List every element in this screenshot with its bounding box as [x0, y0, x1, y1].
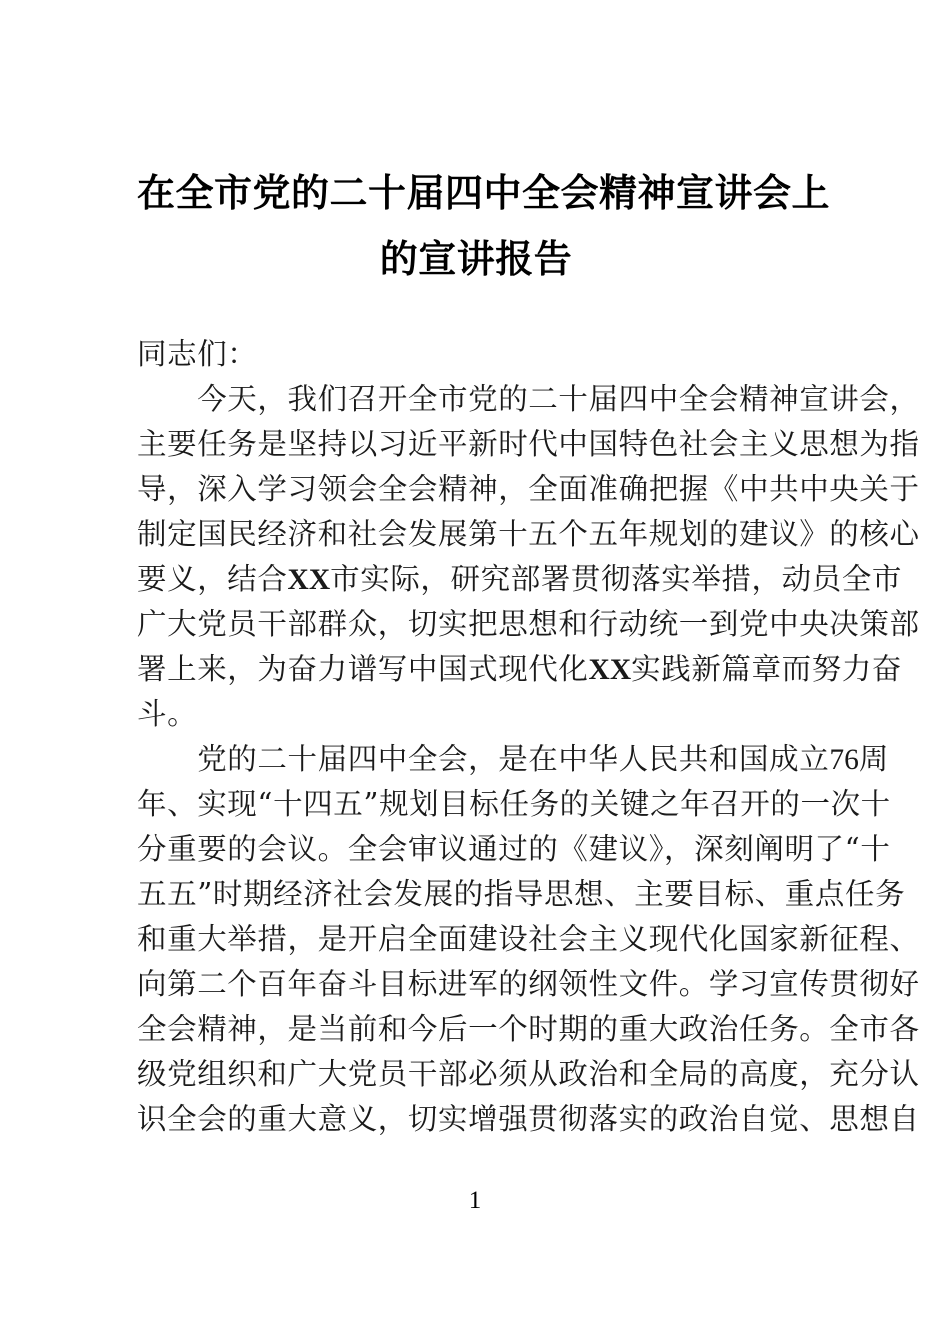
paragraph-1-line-5-head: 要义，结合 [137, 562, 288, 596]
paragraph-2-line-5: 和重大举措，是开启全面建设社会主义现代化国家新征程、 [137, 922, 920, 956]
paragraph-1-line-7 [137, 647, 903, 692]
paragraph-1-line-1: 今天，我们召开全市党的二十届四中全会精神宣讲会， [137, 382, 920, 416]
placeholder-xx-practice: XX [588, 654, 632, 686]
paragraph-2-line-1 [137, 737, 889, 782]
anniversary-number: 76 [829, 744, 859, 776]
paragraph-2-line-1-head: 党的二十届四中全会，是在中华人民共和国成立 [137, 742, 830, 776]
document-body [137, 332, 920, 1142]
paragraph-1-line-5-tail: 市实际，研究部署贯彻落实举措，动员全市 [330, 562, 903, 596]
paragraph-1-line-7-head: 署上来，为奋力谱写中国式现代化 [137, 652, 589, 686]
paragraph-2-line-8: 级党组织和广大党员干部必须从政治和全局的高度，充分认 [137, 1057, 920, 1091]
paragraph-1-line-8: 斗。 [137, 697, 198, 731]
paragraph-1-line-6: 广大党员干部群众，切实把思想和行动统一到党中央决策部 [137, 607, 920, 641]
paragraph-2-line-2: 年、实现“十四五”规划目标任务的关键之年召开的一次十 [137, 787, 891, 821]
paragraph-1-line-5 [137, 557, 903, 602]
paragraph-1-line-2: 主要任务是坚持以习近平新时代中国特色社会主义思想为指 [137, 427, 920, 461]
paragraph-2-line-7: 全会精神，是当前和今后一个时期的重大政治任务。全市各 [137, 1012, 920, 1046]
paragraph-2-line-1-tail: 周 [858, 742, 889, 776]
title-line-1: 在全市党的二十届四中全会精神宣讲会上 [137, 171, 831, 215]
paragraph-2-line-9: 识全会的重大意义，切实增强贯彻落实的政治自觉、思想自 [137, 1102, 920, 1136]
paragraph-1-line-4: 制定国民经济和社会发展第十五个五年规划的建议》的核心 [137, 517, 920, 551]
title-line-2: 的宣讲报告 [379, 237, 573, 281]
salutation-paragraph [137, 332, 819, 377]
paragraph-1-line-7-tail: 实践新篇章而努力奋 [631, 652, 903, 686]
paragraph-1-line-3: 导，深入学习领会全会精神，全面准确把握《中共中央关于 [137, 472, 920, 506]
page-number: 1 [468, 1187, 482, 1214]
body-paragraph-1 [137, 377, 920, 737]
paragraph-2-line-6: 向第二个百年奋斗目标进军的纲领性文件。学习宣传贯彻好 [137, 967, 920, 1001]
paragraph-2-line-4: 五五”时期经济社会发展的指导思想、主要目标、重点任务 [137, 877, 906, 911]
placeholder-xx-city: XX [287, 564, 331, 596]
salutation-line: 同志们： [137, 337, 258, 371]
paragraph-2-line-3: 分重要的会议。全会审议通过的《建议》，深刻阐明了“十 [137, 832, 891, 866]
body-paragraph-2 [137, 737, 920, 1142]
page-title [137, 160, 831, 292]
